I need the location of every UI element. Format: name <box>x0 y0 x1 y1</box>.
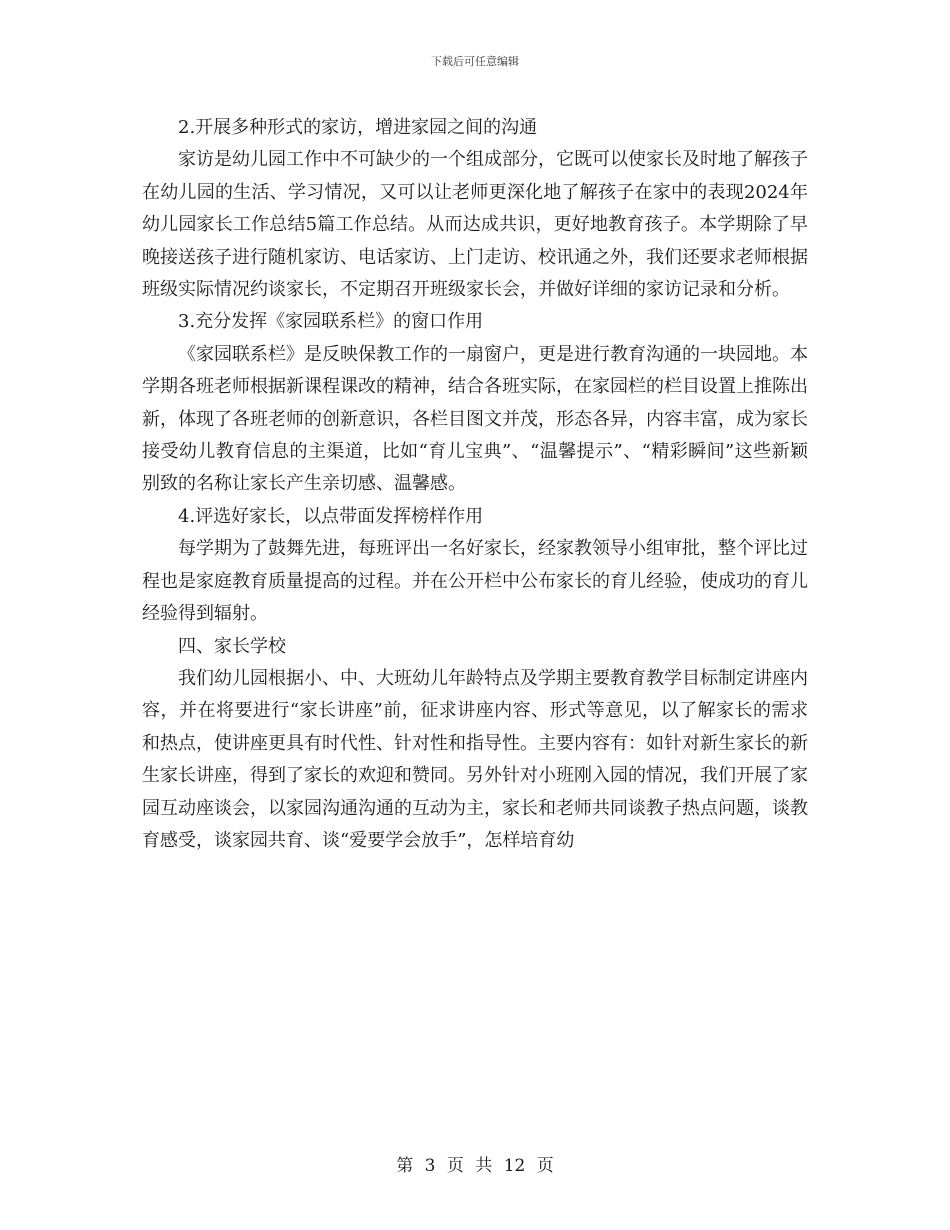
page-header: 下载后可任意编辑 <box>431 55 519 68</box>
page-number-footer: 第 3 页 共 12 页 <box>396 1156 554 1176</box>
paragraph-home-visits: 家访是幼儿园工作中不可缺少的一个组成部分，它既可以使家长及时地了解孩子在幼儿园的生活、学习情况，又可以让老师更深化地了解孩子在家中的表现2024年幼儿园家长工作总结5篇工作总结。从而达成共识，更好地教育孩子。本学期除了早晚接送孩子进行随机家访、电话家访、上门走访、校讯通之外，我们还要求老师根据班级实际情况约谈家长，不定期召开班级家长会，并做好详细的家访记录和分析。 <box>142 149 808 301</box>
section-heading-contact-board: 3.充分发挥《家园联系栏》的窗口作用 <box>178 311 484 333</box>
document-body <box>142 112 808 857</box>
paragraph-parent-school: 我们幼儿园根据小、中、大班幼儿年龄特点及学期主要教育教学目标制定讲座内容，并在将要进行“家长讲座”前，征求讲座内容、形式等意见，以了解家长的需求和热点，使讲座更具有时代性、针对性和指导性。主要内容有：如针对新生家长的新生家长讲座，得到了家长的欢迎和赞同。另外针对小班刚入园的情况，我们开展了家园互动座谈会，以家园沟通沟通的互动为主，家长和老师共同谈教子热点问题，谈教育感受，谈家园共育、谈“爱要学会放手”，怎样培育幼 <box>142 667 808 851</box>
section-heading-home-visits: 2.开展多种形式的家访，增进家园之间的沟通 <box>178 117 538 138</box>
section-heading-good-parents: 4.评选好家长，以点带面发挥榜样作用 <box>178 505 484 527</box>
section-heading-parent-school: 四、家长学校 <box>178 635 286 657</box>
paragraph-contact-board: 《家园联系栏》是反映保教工作的一扇窗户，更是进行教育沟通的一块园地。本学期各班老师根据新课程课改的精神，结合各班实际，在家园栏的栏目设置上推陈出新，体现了各班老师的创新意识，各栏目图文并茂，形态各异，内容丰富，成为家长接受幼儿教育信息的主渠道，比如“育儿宝典”、“温馨提示”、“精彩瞬间”这些新颖别致的名称让家长产生亲切感、温馨感。 <box>142 343 808 495</box>
paragraph-good-parents: 每学期为了鼓舞先进，每班评出一名好家长，经家教领导小组审批，整个评比过程也是家庭教育质量提高的过程。并在公开栏中公布家长的育儿经验，使成功的育儿经验得到辐射。 <box>142 538 808 625</box>
